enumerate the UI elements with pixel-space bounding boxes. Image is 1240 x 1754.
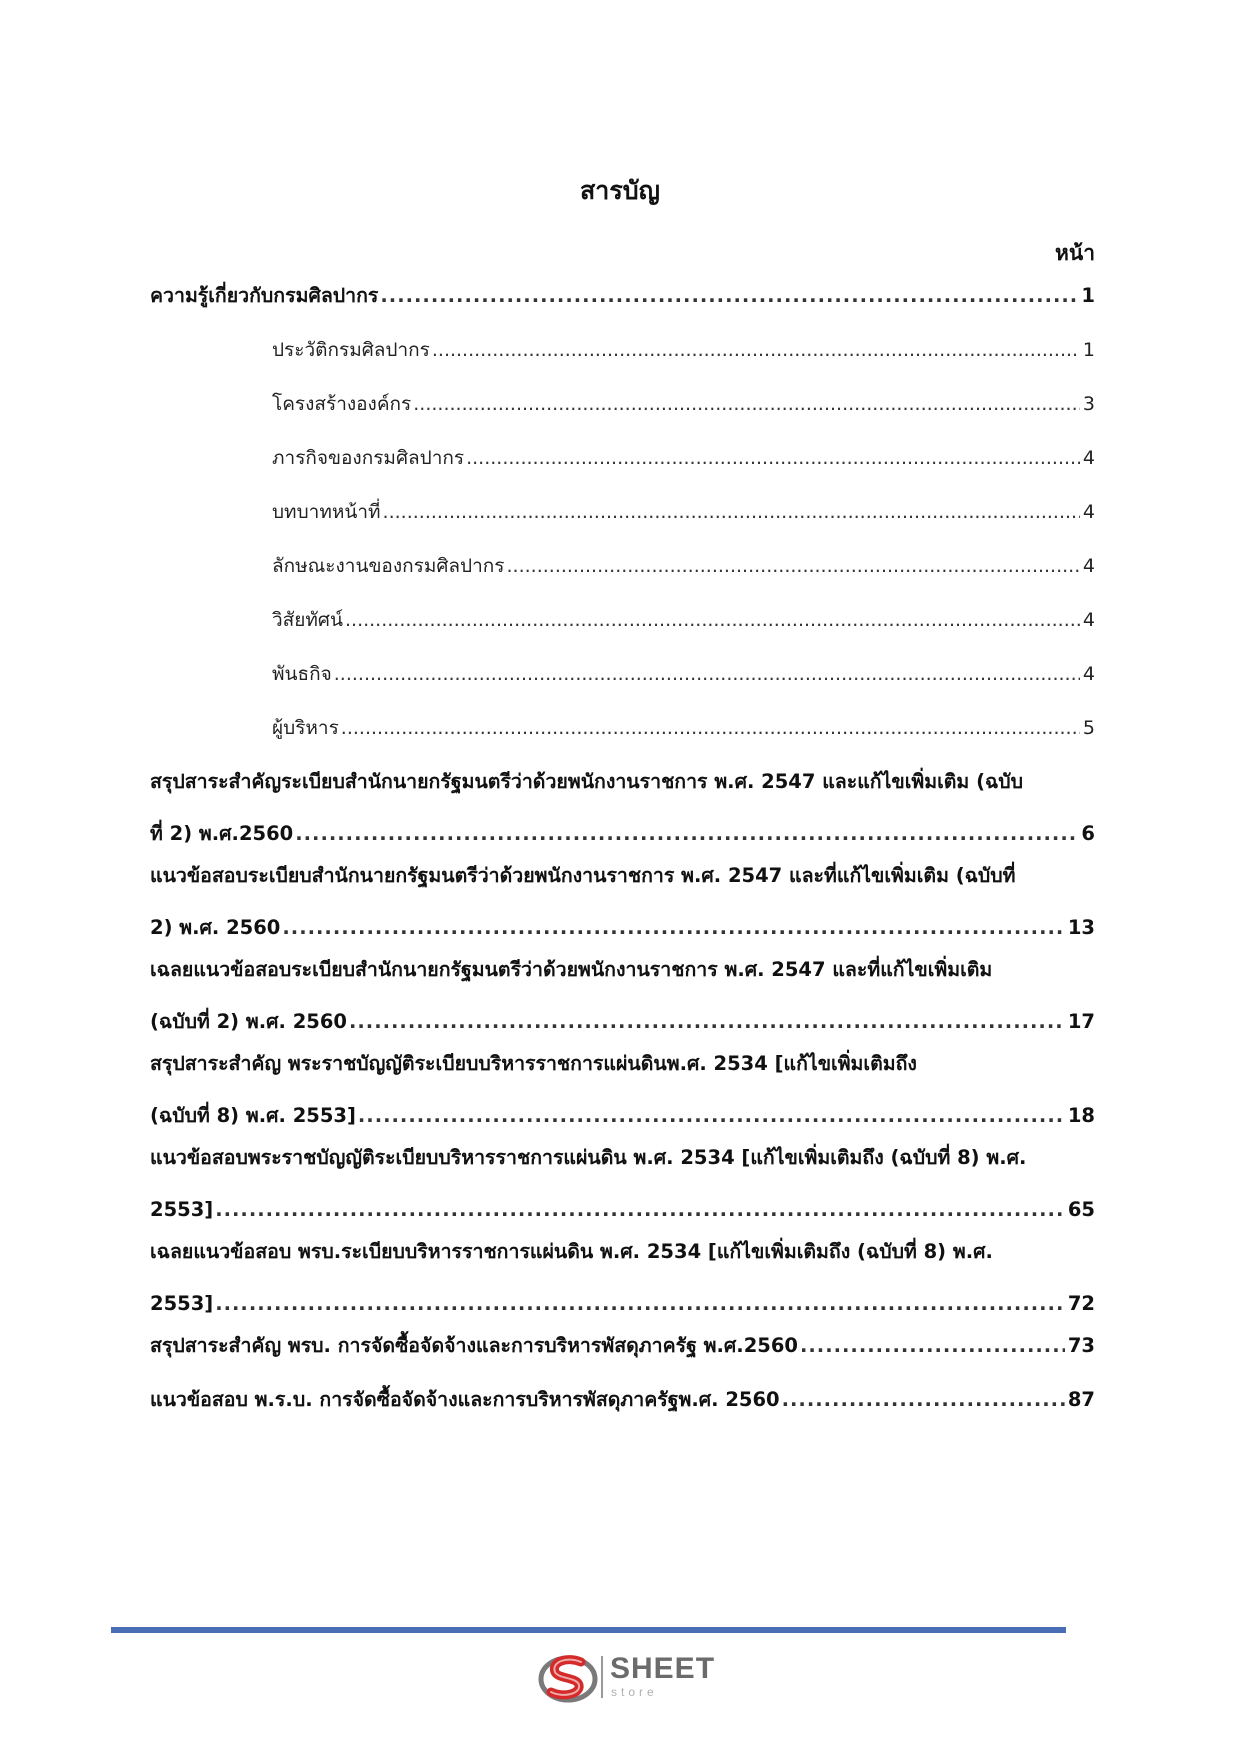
toc-entry[interactable] <box>150 850 1095 954</box>
toc-entry[interactable] <box>150 1038 1095 1142</box>
toc-entry-title: ผู้บริหาร <box>272 717 339 739</box>
brand-name: SHEET <box>610 1652 716 1685</box>
toc-page-number: 4 <box>1082 447 1095 469</box>
toc-entry-title: สรุปสาระสำคัญ พรบ. การจัดซื้อจัดจ้างและการบริหารพัสดุภาครัฐ พ.ศ.2560 <box>150 1334 798 1357</box>
toc-entry[interactable] <box>272 324 1095 376</box>
toc-entry[interactable] <box>150 1226 1095 1330</box>
toc-entry-line <box>150 850 1095 902</box>
toc-page-number: 13 <box>1067 916 1095 939</box>
toc-entry-title: 2) พ.ศ. 2560 <box>150 916 281 939</box>
toc-page-number: 4 <box>1082 609 1095 631</box>
toc-entry-line <box>272 324 1095 376</box>
toc-page-number: 65 <box>1067 1198 1095 1221</box>
toc-entry-line <box>150 1320 1095 1372</box>
toc-entry-title: วิสัยทัศน์ <box>272 609 343 631</box>
toc-entry-line <box>272 594 1095 646</box>
toc-entry[interactable] <box>150 756 1095 860</box>
toc-page-number: 6 <box>1081 822 1095 845</box>
toc-entry-title: ภารกิจของกรมศิลปากร <box>272 447 465 469</box>
page-title: สารบัญ <box>580 176 660 205</box>
dot-leader <box>341 702 1080 754</box>
page-column-label: หน้า <box>1055 241 1095 265</box>
toc-entry-title: แนวข้อสอบพระราชบัญญัติระเบียบบริหารราชการแผ่นดิน พ.ศ. 2534 [แก้ไขเพิ่มเติมถึง (ฉบับที่ 8) พ.ศ. <box>150 1146 1027 1169</box>
toc-entry[interactable] <box>272 486 1095 538</box>
toc-entry-title: สรุปสาระสำคัญ พระราชบัญญัติระเบียบบริหารราชการแผ่นดินพ.ศ. 2534 [แก้ไขเพิ่มเติมถึง <box>150 1052 917 1075</box>
toc-page-number: 4 <box>1082 663 1095 685</box>
toc-entry-title: ประวัติกรมศิลปากร <box>272 339 430 361</box>
toc-entry-title: ที่ 2) พ.ศ.2560 <box>150 822 294 845</box>
toc-entry-title: บทบาทหน้าที่ <box>272 501 381 523</box>
toc-entry[interactable] <box>150 270 1095 322</box>
toc-entry-line <box>272 702 1095 754</box>
toc-entry-line <box>150 1374 1095 1426</box>
sheet-store-logo <box>537 1652 717 1704</box>
toc-entry-line <box>272 486 1095 538</box>
toc-entry[interactable] <box>272 540 1095 592</box>
toc-entry-title: ความรู้เกี่ยวกับกรมศิลปากร <box>150 284 379 307</box>
toc-entry-line <box>150 944 1095 996</box>
toc-page-number: 18 <box>1067 1104 1095 1127</box>
toc-entry-title: 2553] <box>150 1292 214 1315</box>
toc-entry[interactable] <box>272 594 1095 646</box>
toc-entry-line <box>272 378 1095 430</box>
dot-leader <box>800 1320 1065 1372</box>
toc-entry-line <box>150 1132 1095 1184</box>
logo-divider <box>601 1656 603 1698</box>
toc-page-number: 72 <box>1067 1292 1095 1315</box>
dot-leader <box>466 432 1080 484</box>
toc-entry[interactable] <box>272 378 1095 430</box>
toc-entry-line <box>150 756 1095 808</box>
dot-leader <box>345 594 1080 646</box>
dot-leader <box>432 324 1080 376</box>
toc-page-number: 1 <box>1081 284 1095 307</box>
toc-page-number: 17 <box>1067 1010 1095 1033</box>
dot-leader <box>507 540 1080 592</box>
dot-leader <box>334 648 1080 700</box>
toc-entry-title: ลักษณะงานของกรมศิลปากร <box>272 555 505 577</box>
toc-entry-title: พันธกิจ <box>272 663 332 685</box>
toc-entry[interactable] <box>150 1374 1095 1426</box>
toc-entry-line <box>150 270 1095 322</box>
toc-page-number: 5 <box>1082 717 1095 739</box>
toc-page-number: 73 <box>1067 1334 1095 1357</box>
dot-leader <box>380 270 1078 322</box>
toc-page-number: 87 <box>1067 1388 1095 1411</box>
toc-entry-title: 2553] <box>150 1198 214 1221</box>
sheet-store-logo-icon <box>537 1652 599 1704</box>
dot-leader <box>383 486 1080 538</box>
toc-entry-title: สรุปสาระสำคัญระเบียบสำนักนายกรัฐมนตรีว่าด้วยพนักงานราชการ พ.ศ. 2547 และแก้ไขเพิ่มเติม (ฉบับ <box>150 770 1024 793</box>
toc-page-number: 4 <box>1082 555 1095 577</box>
toc-entry[interactable] <box>272 648 1095 700</box>
toc-entry[interactable] <box>150 1320 1095 1372</box>
toc-entry-title: (ฉบับที่ 2) พ.ศ. 2560 <box>150 1010 347 1033</box>
toc-entry-title: เฉลยแนวข้อสอบระเบียบสำนักนายกรัฐมนตรีว่าด้วยพนักงานราชการ พ.ศ. 2547 และที่แก้ไขเพิ่มเติม <box>150 958 993 981</box>
toc-entry[interactable] <box>150 944 1095 1048</box>
toc-entry[interactable] <box>150 1132 1095 1236</box>
toc-entry[interactable] <box>272 702 1095 754</box>
toc-entry-line <box>272 648 1095 700</box>
toc-entry-title: (ฉบับที่ 8) พ.ศ. 2553] <box>150 1104 356 1127</box>
toc-page-number: 4 <box>1082 501 1095 523</box>
toc-entry-title: แนวข้อสอบ พ.ร.บ. การจัดซื้อจัดจ้างและการบริหารพัสดุภาครัฐพ.ศ. 2560 <box>150 1388 780 1411</box>
toc-page-number: 3 <box>1082 393 1095 415</box>
footer-rule <box>111 1627 1066 1633</box>
toc-entry-line <box>150 1226 1095 1278</box>
toc-page-number: 1 <box>1082 339 1095 361</box>
toc-entry-title: เฉลยแนวข้อสอบ พรบ.ระเบียบบริหารราชการแผ่นดิน พ.ศ. 2534 [แก้ไขเพิ่มเติมถึง (ฉบับที่ 8) พ.ศ. <box>150 1240 993 1263</box>
toc-entry-title: โครงสร้างองค์กร <box>272 393 412 415</box>
toc-entry[interactable] <box>272 432 1095 484</box>
brand-sub: store <box>611 1685 658 1699</box>
toc-entry-line <box>150 1038 1095 1090</box>
toc-entry-title: แนวข้อสอบระเบียบสำนักนายกรัฐมนตรีว่าด้วยพนักงานราชการ พ.ศ. 2547 และที่แก้ไขเพิ่มเติม (ฉบับที่ <box>150 864 1016 887</box>
dot-leader <box>413 378 1080 430</box>
toc-entry-line <box>272 540 1095 592</box>
toc-entry-line <box>272 432 1095 484</box>
dot-leader <box>782 1374 1065 1426</box>
